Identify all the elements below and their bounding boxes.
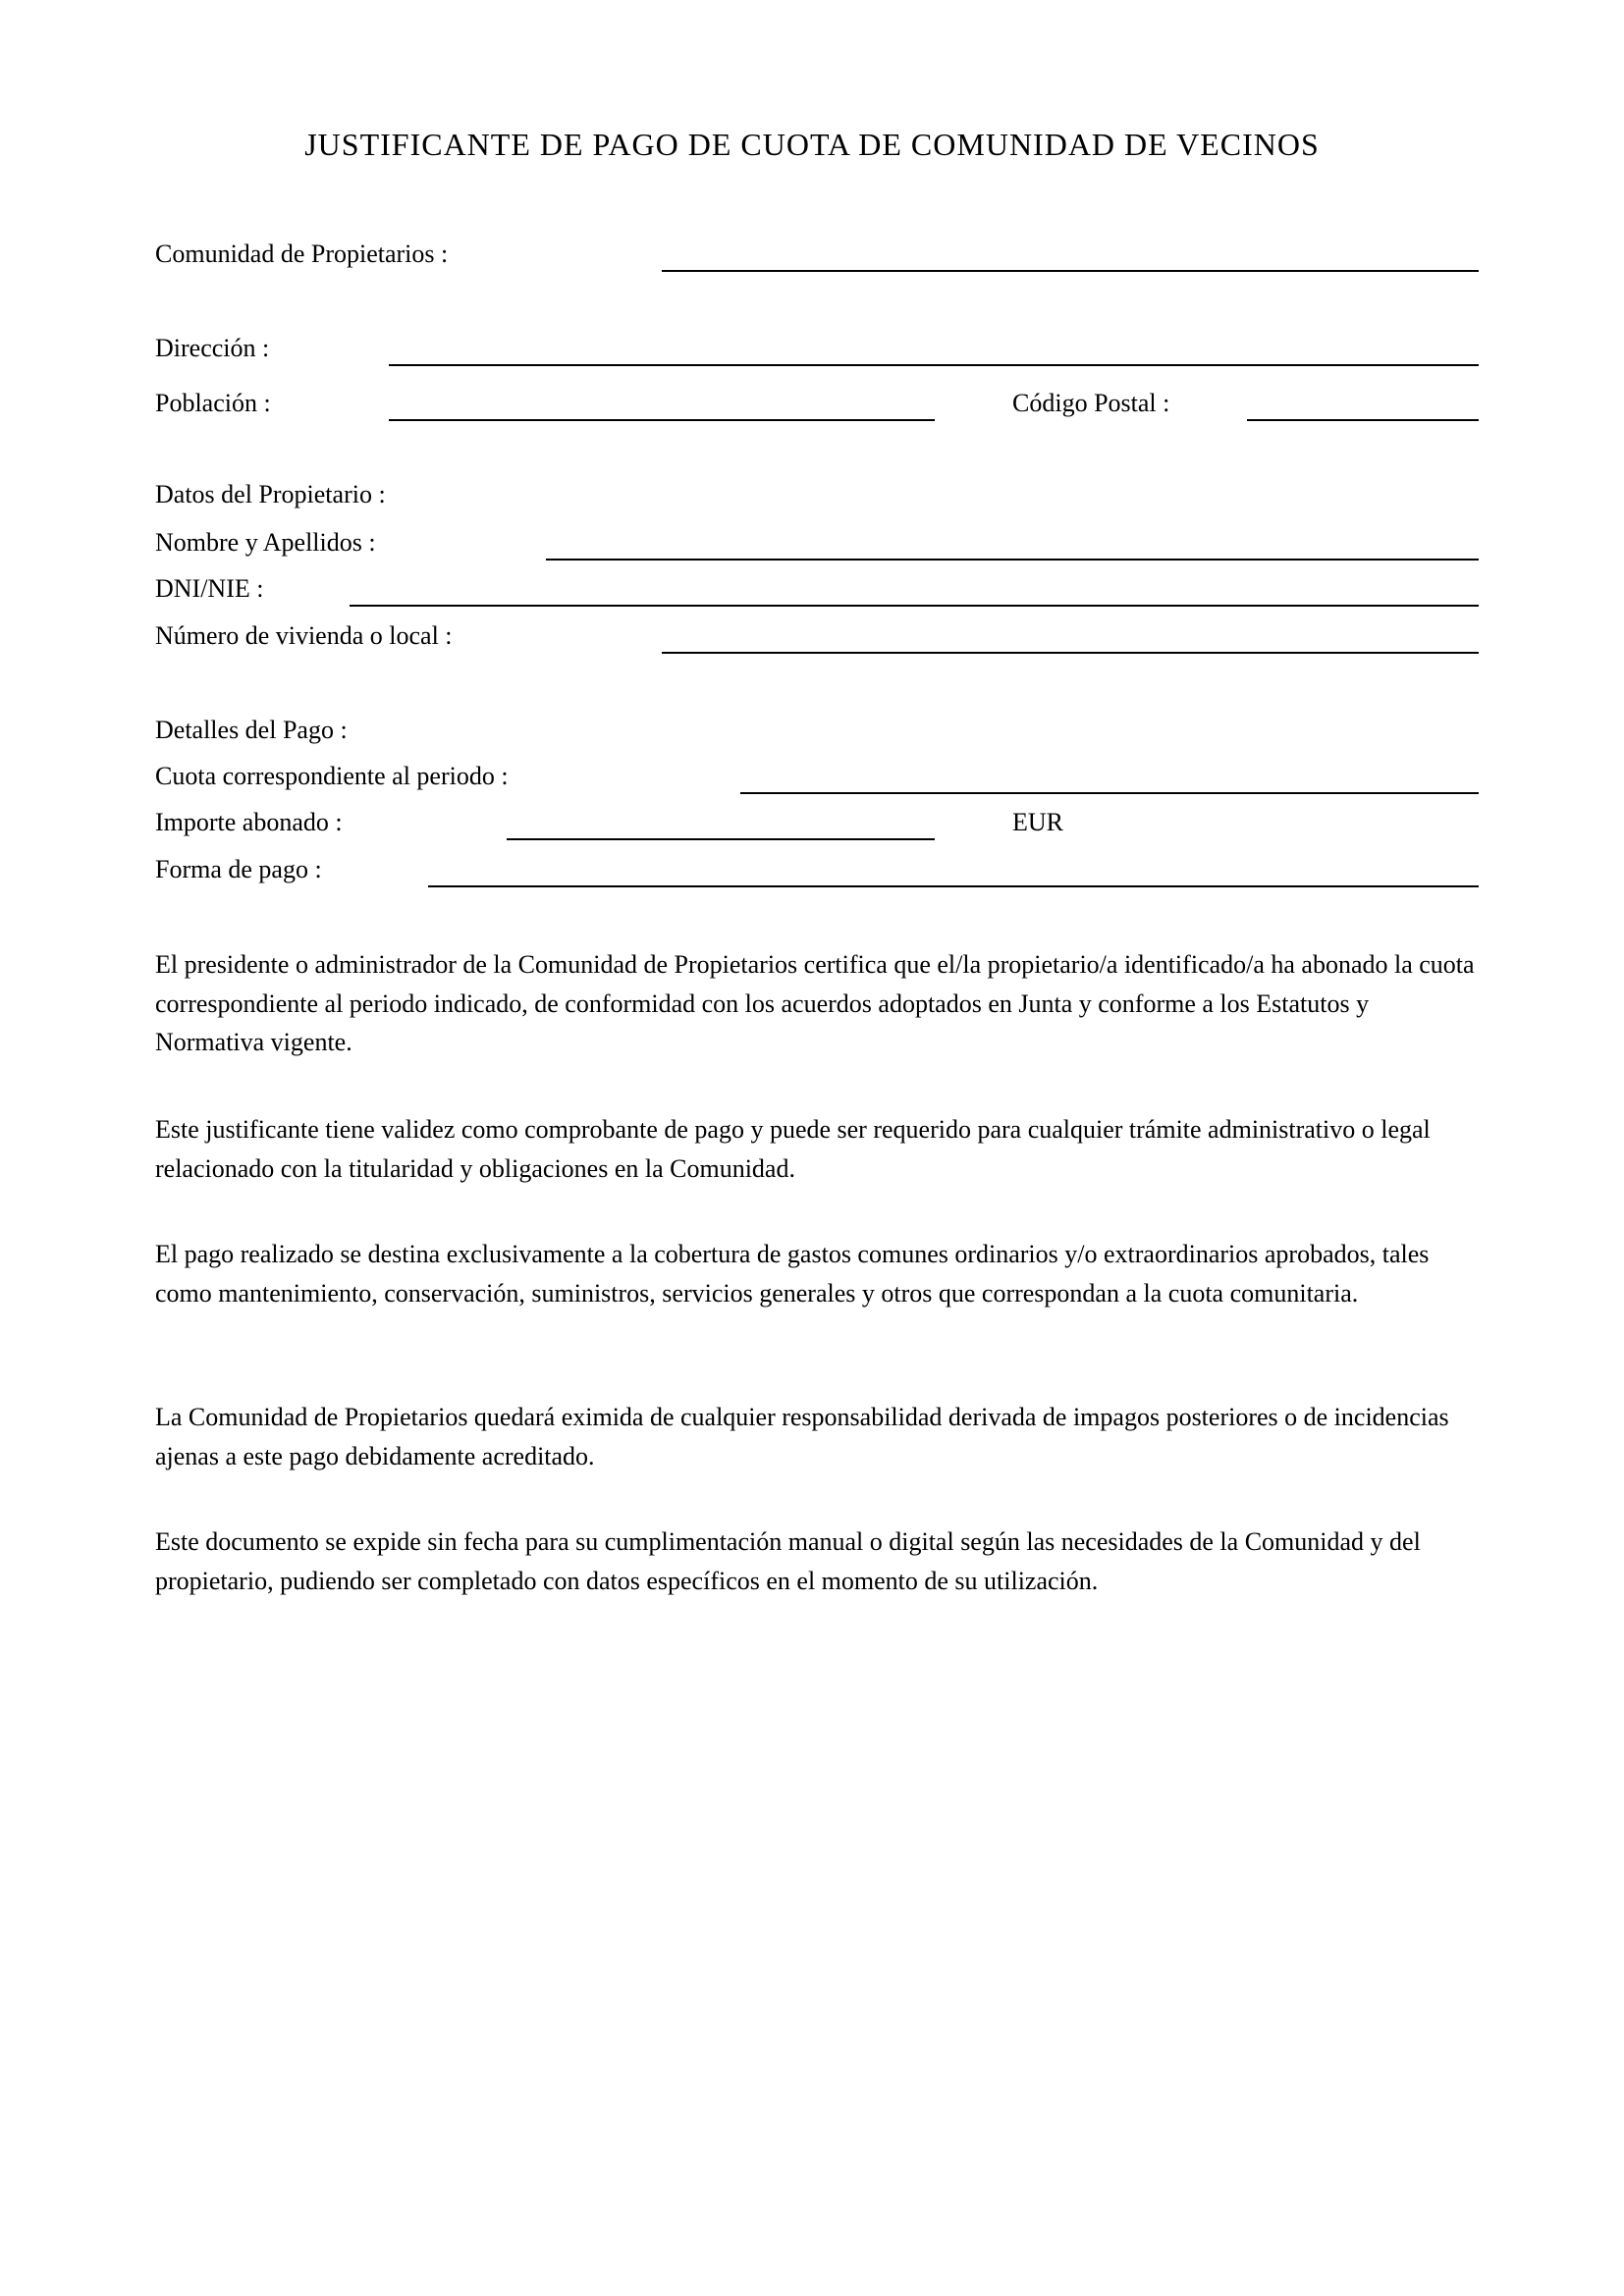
poblacion-field-line[interactable]	[389, 419, 935, 421]
comunidad-label: Comunidad de Propietarios :	[155, 240, 449, 268]
codigo-postal-label: Código Postal :	[1012, 389, 1170, 417]
forma-pago-label: Forma de pago :	[155, 855, 322, 883]
importe-field-line[interactable]	[507, 838, 935, 840]
periodo-label: Cuota correspondiente al periodo :	[155, 762, 509, 790]
paragraph-expedicion: Este documento se expide sin fecha para su cumplimentación manual o digital según las necesidades de la Comunidad y del propietario, pudiendo ser completado con datos específicos en el momento de su utilización.	[155, 1527, 1421, 1595]
paragraph-certificacion: El presidente o administrador de la Comunidad de Propietarios certifica que el/la propietario/a identificado/a ha abonado la cuota correspondiente al periodo indicado, de conformidad con los acuerdos adoptados en Junta y conforme a los Estatutos y Normativa vigente.	[155, 950, 1475, 1056]
vivienda-label: Número de vivienda o local :	[155, 621, 453, 650]
codigo-postal-field-line[interactable]	[1247, 419, 1479, 421]
importe-label: Importe abonado :	[155, 808, 343, 836]
vivienda-field-line[interactable]	[662, 652, 1479, 654]
currency-label: EUR	[1012, 808, 1063, 836]
forma-pago-field-line[interactable]	[428, 885, 1479, 887]
direccion-field-line[interactable]	[389, 364, 1479, 366]
document-title: JUSTIFICANTE DE PAGO DE CUOTA DE COMUNIDAD DE VECINOS	[304, 127, 1320, 162]
nombre-field-line[interactable]	[546, 559, 1479, 561]
paragraph-exencion: La Comunidad de Propietarios quedará eximida de cualquier responsabilidad derivada de impagos posteriores o de incidencias ajenas a este pago debidamente acreditado.	[155, 1403, 1449, 1470]
paragraph-validez: Este justificante tiene validez como comprobante de pago y puede ser requerido para cualquier trámite administrativo o legal relacionado con la titularidad y obligaciones en la Comunidad.	[155, 1115, 1431, 1183]
periodo-field-line[interactable]	[740, 792, 1479, 794]
nombre-label: Nombre y Apellidos :	[155, 528, 376, 557]
direccion-label: Dirección :	[155, 334, 270, 362]
comunidad-field-line[interactable]	[662, 270, 1479, 272]
detalles-pago-heading: Detalles del Pago :	[155, 716, 348, 744]
paragraph-destino-pago: El pago realizado se destina exclusivamente a la cobertura de gastos comunes ordinarios y/o extraordinarios aprobados, tales como mantenimiento, conservación, suministros, servicios generales y otros que correspondan a la cuota comunitaria.	[155, 1240, 1430, 1308]
dni-label: DNI/NIE :	[155, 574, 264, 603]
datos-propietario-heading: Datos del Propietario :	[155, 480, 386, 508]
dni-field-line[interactable]	[350, 605, 1479, 607]
poblacion-label: Población :	[155, 389, 271, 417]
